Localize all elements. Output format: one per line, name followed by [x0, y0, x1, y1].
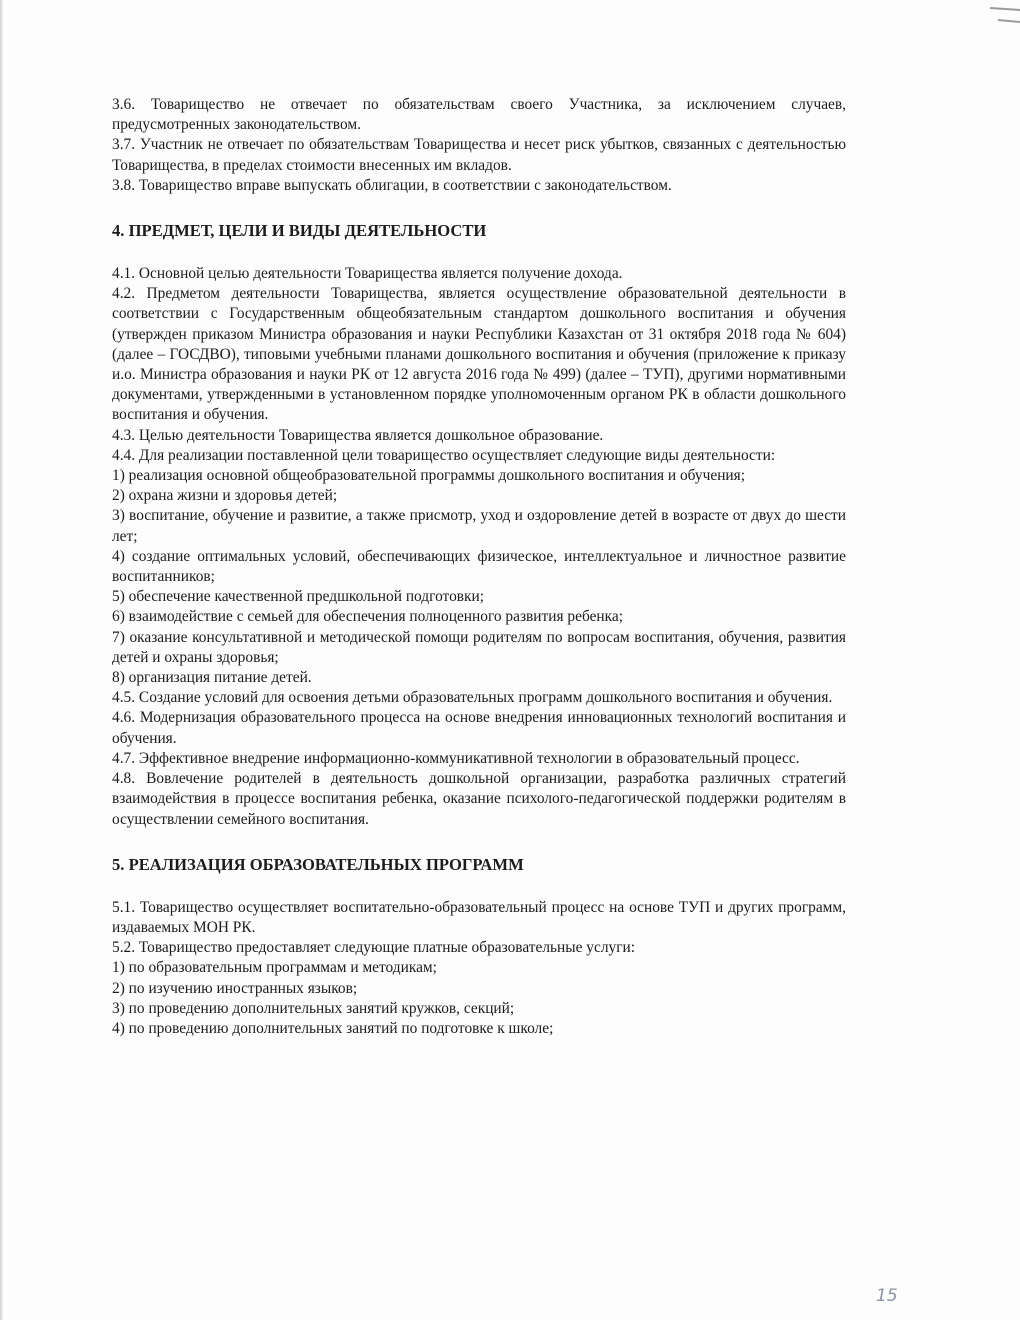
clause-3-6: 3.6. Товарищество не отвечает по обязательствам своего Участника, за исключением случаев, предусмотренных законодательством. — [112, 96, 846, 134]
document-body — [112, 95, 846, 1039]
list-item-5-2-2: 2) по изучению иностранных языков; — [112, 979, 358, 997]
list-item-4-4-1: 1) реализация основной общеобразовательной программы дошкольного воспитания и обучения; — [112, 467, 746, 485]
list-item-5-2-3: 3) по проведению дополнительных занятий кружков, секций; — [112, 999, 515, 1017]
scan-corner-mark — [960, 0, 1020, 40]
clause-3-7: 3.7. Участник не отвечает по обязательствам Товарищества и несет риск убытков, связанных с деятельностью Товарищества, в пределах стоимости внесенных им вкладов. — [112, 136, 846, 174]
list-item-4-4-7: 7) оказание консультативной и методической помощи родителям по вопросам воспитания, обучения, развития детей и охраны здоровья; — [112, 628, 846, 666]
list-item-5-2-4: 4) по проведению дополнительных занятий по подготовке к школе; — [112, 1019, 554, 1037]
clause-4-6: 4.6. Модернизация образовательного процесса на основе внедрения инновационных технологий воспитания и обучения. — [112, 709, 846, 747]
list-item-4-4-8: 8) организация питание детей. — [112, 669, 312, 687]
list-item-4-4-6: 6) взаимодействие с семьей для обеспечения полноценного развития ребенка; — [112, 608, 623, 626]
list-item-4-4-4: 4) создание оптимальных условий, обеспечивающих физическое, интеллектуальное и личностное развитие воспитанников; — [112, 547, 846, 586]
clause-4-4: 4.4. Для реализации поставленной цели товарищество осуществляет следующие виды деятельности: — [112, 446, 776, 464]
clause-4-8: 4.8. Вовлечение родителей в деятельность дошкольной организации, разработка различных стратегий взаимодействия в процессе воспитания ребенка, оказание психолого-педагогической поддержки родителям в осуществлении семейного воспитания. — [112, 770, 846, 828]
clause-4-1: 4.1. Основной целью деятельности Товарищества является получение дохода. — [112, 265, 623, 283]
clause-4-2: 4.2. Предметом деятельности Товарищества, является осуществление образовательной деятельности в соответствии с Государственным общеобязательным стандартом дошкольного воспитания и обучения (утвержден приказом Министра образования и науки Республики Казахстан от 31 октября 2018 года № 604) (далее – ГОСДВО), типовыми учебными планами дошкольного воспитания и обучения (приложение к приказу и.о. Министра образования и науки РК от 12 августа 2016 года № 499) (далее – ТУП), другими нормативными документами, утвержденными в установленном порядке уполномоченным органом РК в области дошкольного воспитания и обучения. — [112, 285, 846, 424]
clause-4-7: 4.7. Эффективное внедрение информационно-коммуникативной технологии в образовательный процесс. — [112, 749, 800, 767]
clause-5-1: 5.1. Товарищество осуществляет воспитательно-образовательный процесс на основе ТУП и других программ, издаваемых МОН РК. — [112, 898, 846, 936]
clause-5-2: 5.2. Товарищество предоставляет следующие платные образовательные услуги: — [112, 939, 636, 957]
section-5-heading: 5. РЕАЛИЗАЦИЯ ОБРАЗОВАТЕЛЬНЫХ ПРОГРАММ — [112, 854, 524, 874]
clause-4-5: 4.5. Создание условий для освоения детьми образовательных программ дошкольного воспитания и обучения. — [112, 689, 833, 707]
list-item-4-4-2: 2) охрана жизни и здоровья детей; — [112, 487, 338, 505]
list-item-5-2-1: 1) по образовательным программам и методикам; — [112, 959, 437, 977]
clause-3-8: 3.8. Товарищество вправе выпускать облигации, в соответствии с законодательством. — [112, 176, 672, 194]
list-item-4-4-5: 5) обеспечение качественной предшкольной подготовки; — [112, 588, 485, 606]
list-item-4-4-3: 3) воспитание, обучение и развитие, а также присмотр, уход и оздоровление детей в возрасте от двух до шести лет; — [112, 507, 846, 545]
section-4-heading: 4. ПРЕДМЕТ, ЦЕЛИ И ВИДЫ ДЕЯТЕЛЬНОСТИ — [112, 221, 487, 241]
scan-edge — [0, 0, 3, 1320]
clause-4-3: 4.3. Целью деятельности Товарищества является дошкольное образование. — [112, 426, 604, 444]
page-number: 15 — [876, 1286, 898, 1306]
